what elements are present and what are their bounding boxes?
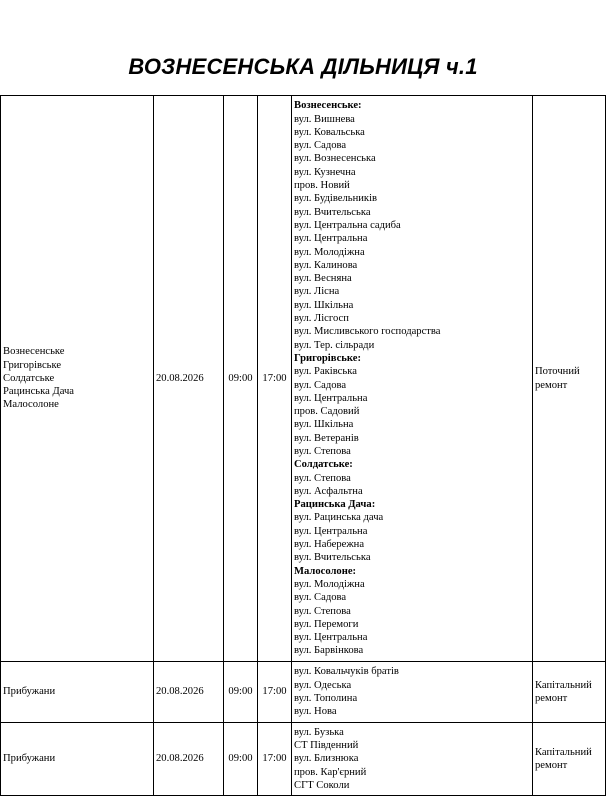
date-cell: 20.08.2026: [154, 96, 224, 662]
street-item: вул. Тополина: [294, 693, 358, 704]
street-item: вул. Будівельників: [294, 193, 378, 205]
street-item: вул. Вчительська: [294, 206, 371, 218]
page-title: ВОЗНЕСЕНСЬКА ДІЛЬНИЦЯ ч.1: [128, 54, 478, 79]
street-item: вул. Калинова: [294, 259, 358, 271]
start-time-cell: 09:00: [224, 96, 258, 662]
work-type-cell: [533, 662, 606, 723]
outage-schedule-table: [0, 95, 606, 796]
table-row: [1, 662, 606, 723]
street-item: вул. Шкільна: [294, 419, 354, 431]
cell-line: ремонт: [535, 379, 568, 391]
street-item: вул. Перемоги: [294, 618, 359, 630]
cell-line: Поточний: [535, 366, 580, 378]
street-item: вул. Тер. сільради: [294, 339, 375, 351]
street-item: вул. Степова: [294, 472, 351, 484]
village-heading: Вознесенське:: [294, 100, 362, 112]
village-heading: Малосолоне:: [294, 565, 357, 577]
street-item: вул. Бузька: [294, 726, 344, 738]
street-item: пров. Кар'єрний: [294, 766, 367, 778]
street-item: вул. Центральна: [294, 525, 368, 537]
street-item: пров. Новий: [294, 180, 350, 192]
street-item: вул. Вчительська: [294, 552, 371, 564]
village-heading: Григорівське:: [294, 352, 361, 364]
start-time-cell: 09:00: [224, 662, 258, 723]
street-item: вул. Центральна: [294, 392, 368, 404]
cell-line: Прибужани: [3, 753, 56, 765]
cell-line: Капітальний: [535, 746, 592, 758]
street-item: вул. Центральна: [294, 632, 368, 644]
street-item: вул. Молодіжна: [294, 246, 365, 258]
street-item: вул. Рацинська дача: [294, 512, 384, 524]
cell-line: Солдатське: [3, 372, 55, 384]
cell-line: Григорівське: [3, 359, 62, 371]
date-cell: 20.08.2026: [154, 723, 224, 796]
table-row: [1, 723, 606, 796]
cell-line: Малосолоне: [3, 399, 59, 411]
street-item: вул. Степова: [294, 605, 351, 617]
street-item: вул. Ковальська: [294, 126, 365, 138]
street-item: вул. Близнюка: [294, 753, 359, 765]
street-item: вул. Барвінкова: [294, 645, 364, 657]
end-time-cell: 17:00: [258, 662, 292, 723]
villages-cell: [1, 723, 154, 796]
villages-cell: [1, 96, 154, 662]
street-item: вул. Нова: [294, 706, 337, 718]
street-item: вул. Кузнечна: [294, 166, 356, 178]
street-item: вул. Шкільна: [294, 299, 354, 311]
end-time-cell: 17:00: [258, 96, 292, 662]
villages-cell: [1, 662, 154, 723]
street-item: вул. Набережна: [294, 539, 365, 551]
street-item: вул. Садова: [294, 379, 347, 391]
village-heading: Солдатське:: [294, 459, 353, 471]
table-row: [1, 96, 606, 662]
street-item: вул. Раківська: [294, 366, 357, 378]
table-body: [1, 96, 606, 796]
street-item: вул. Весняна: [294, 273, 352, 285]
streets-cell: [292, 723, 533, 796]
street-item: СГТ Соколи: [294, 779, 350, 791]
end-time-cell: 17:00: [258, 723, 292, 796]
street-item: вул. Ковальчуків братів: [294, 666, 399, 678]
date-cell: 20.08.2026: [154, 662, 224, 723]
cell-line: Капітальний: [535, 679, 592, 691]
cell-line: Прибужани: [3, 686, 56, 698]
cell-line: Рацинська Дача: [3, 386, 75, 398]
cell-line: ремонт: [535, 693, 568, 704]
street-item: СТ Південний: [294, 740, 359, 752]
village-heading: Рацинська Дача:: [294, 499, 376, 511]
street-item: вул. Вознесенська: [294, 153, 376, 165]
work-type-cell: [533, 96, 606, 662]
street-item: вул. Одеська: [294, 679, 352, 691]
start-time-cell: 09:00: [224, 723, 258, 796]
street-item: вул. Вишнева: [294, 113, 355, 125]
streets-cell: [292, 662, 533, 723]
street-item: вул. Асфальтна: [294, 485, 363, 497]
street-item: вул. Центральна: [294, 233, 368, 245]
street-item: вул. Садова: [294, 592, 347, 604]
street-item: вул. Лісгосп: [294, 313, 349, 325]
streets-cell: [292, 96, 533, 662]
street-item: пров. Садовий: [294, 406, 360, 418]
street-item: вул. Садова: [294, 140, 347, 152]
street-item: вул. Молодіжна: [294, 578, 365, 590]
street-item: вул. Ветеранів: [294, 432, 359, 444]
street-item: вул. Степова: [294, 445, 351, 457]
cell-line: Вознесенське: [3, 346, 65, 358]
cell-line: ремонт: [535, 760, 568, 771]
street-item: вул. Центральна садиба: [294, 219, 401, 231]
street-item: вул. Мисливського господарства: [294, 326, 441, 338]
work-type-cell: [533, 723, 606, 796]
street-item: вул. Лісна: [294, 286, 340, 298]
